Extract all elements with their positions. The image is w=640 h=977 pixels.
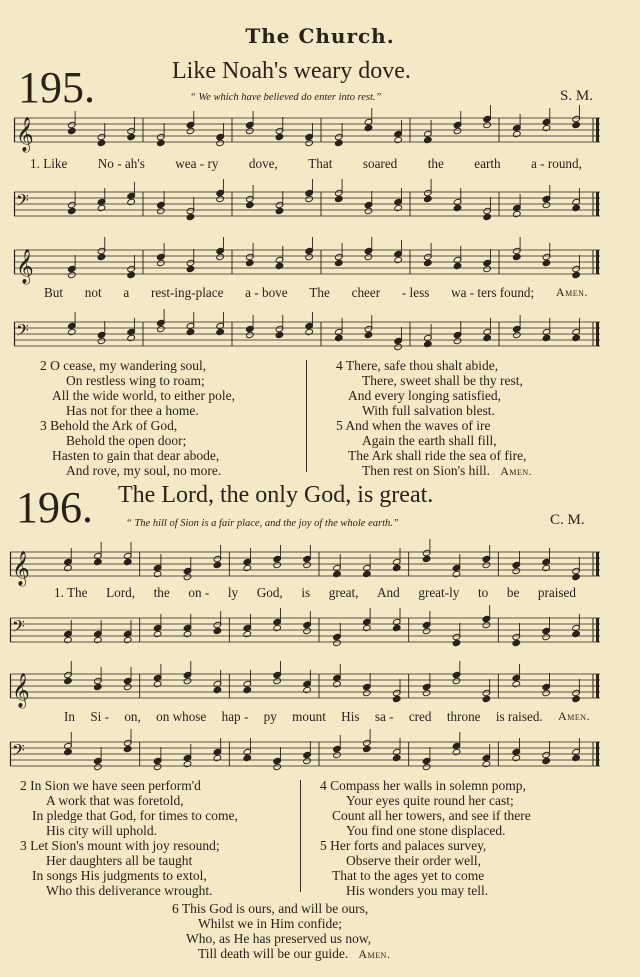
note-head: [153, 763, 162, 770]
note-head: [453, 337, 462, 344]
lyric-syllable: cheer: [351, 285, 381, 300]
note-head: [243, 754, 252, 761]
verse-line: Your eyes quite round her cast;: [346, 793, 514, 808]
hymn-number: 196.: [16, 483, 93, 532]
lyric-syllable: That: [308, 156, 333, 171]
music-staff-bass: [10, 614, 600, 646]
note-head: [153, 680, 162, 687]
verse-line: Her daughters all be taught: [46, 853, 193, 868]
verse-line: The Ark shall ride the sea of fire,: [348, 448, 527, 463]
verse-line: In pledge that God, for times to come,: [32, 808, 238, 823]
note-head: [157, 259, 166, 266]
note-head: [513, 253, 522, 260]
final-verse-block: [172, 901, 390, 962]
note-head: [392, 754, 401, 761]
note-head: [305, 253, 314, 260]
note-head: [64, 748, 73, 755]
final-barline: [596, 674, 599, 698]
note-head: [333, 680, 342, 687]
note-head: [243, 564, 252, 571]
lyric-syllable: mount: [292, 709, 326, 724]
note-head: [335, 139, 344, 146]
lyric-syllable: a - round,: [531, 156, 582, 171]
lyric-syllable: hap -: [221, 709, 249, 724]
note-head: [392, 695, 401, 702]
column-divider: [300, 780, 301, 892]
final-barline: [596, 618, 599, 642]
note-head: [68, 328, 77, 335]
note-head: [542, 757, 551, 764]
note-head: [305, 195, 314, 202]
note-head: [127, 198, 136, 205]
note-head: [572, 695, 581, 702]
note-head: [246, 201, 255, 208]
note-head: [453, 127, 462, 134]
verse-line: 2 In Sion we have seen perform'd: [20, 778, 201, 793]
note-head: [364, 124, 373, 131]
hymn-epigraph: “ The hill of Sion is a fair place, and the joy of the whole earth.”: [126, 518, 399, 529]
verse-line: With full salvation blest.: [362, 403, 495, 418]
note-head: [394, 343, 403, 350]
note-head: [186, 213, 195, 220]
note-head: [422, 555, 431, 562]
note-head: [335, 334, 344, 341]
lyric-syllable: Si -: [90, 709, 109, 724]
note-head: [157, 139, 166, 146]
verse-block-left: [40, 358, 235, 478]
note-head: [335, 195, 344, 202]
verse-line: Who, as He has preserved us now,: [186, 931, 372, 946]
column-divider: [306, 360, 307, 472]
treble-clef-icon: 𝄞: [12, 551, 30, 586]
verse-line: You find one stone displaced.: [346, 823, 506, 838]
note-head: [394, 136, 403, 143]
lyric-syllable: a - bove: [245, 285, 288, 300]
note-head: [572, 334, 581, 341]
note-head: [392, 564, 401, 571]
note-head: [542, 124, 551, 131]
bass-clef-icon: 𝄢: [12, 740, 25, 764]
verse-block-right: [336, 358, 532, 479]
lyric-syllable: a: [123, 285, 130, 300]
note-head: [333, 570, 342, 577]
note-head: [64, 564, 73, 571]
verse-line: That to the ages yet to come: [332, 868, 485, 883]
final-barline: [596, 118, 599, 142]
note-head: [94, 683, 103, 690]
hymn-number: 195.: [18, 63, 95, 112]
note-head: [452, 748, 461, 755]
page-header-title: The Church.: [245, 24, 395, 48]
note-head: [364, 253, 373, 260]
lyric-syllable: ly: [227, 585, 239, 600]
verse-line: On restless wing to roam;: [66, 373, 205, 388]
note-head: [303, 757, 312, 764]
music-staff-treble: [14, 246, 600, 284]
note-head: [246, 331, 255, 338]
lyric-syllable: dove,: [248, 156, 278, 171]
note-head: [542, 334, 551, 341]
note-head: [483, 213, 492, 220]
lyrics-line: [44, 285, 588, 301]
lyric-syllable: rest-ing-place: [150, 285, 224, 300]
note-head: [335, 259, 344, 266]
music-staff-bass: [14, 318, 600, 350]
amen-label: Amen.: [358, 947, 391, 961]
lyric-syllable: on,: [124, 709, 141, 724]
final-barline: [596, 552, 599, 576]
verse-line: Has not for thee a home.: [66, 403, 199, 418]
note-head: [424, 136, 433, 143]
note-head: [482, 621, 491, 628]
treble-clef-icon: 𝄞: [16, 249, 34, 284]
lyric-syllable: - less: [401, 285, 430, 300]
note-head: [186, 127, 195, 134]
verse-line: 6 This God is ours, and will be ours,: [172, 901, 369, 916]
lyric-syllable: to: [477, 585, 489, 600]
lyric-syllable: Lord,: [106, 585, 135, 600]
note-head: [363, 689, 372, 696]
note-head: [127, 133, 136, 140]
verse-line: His city will uphold.: [46, 823, 157, 838]
lyric-syllable: cred: [408, 709, 432, 724]
note-head: [333, 639, 342, 646]
hymn-epigraph: “ We which have believed do enter into rest.”: [190, 92, 382, 103]
note-head: [127, 271, 136, 278]
note-head: [213, 561, 222, 568]
note-head: [94, 558, 103, 565]
note-head: [68, 207, 77, 214]
note-head: [424, 340, 433, 347]
lyric-syllable: not: [84, 285, 102, 300]
bass-clef-icon: 𝄢: [16, 190, 29, 214]
note-head: [273, 677, 282, 684]
note-head: [394, 204, 403, 211]
bass-clef-icon: 𝄢: [16, 320, 29, 344]
note-head: [424, 195, 433, 202]
verse-line: 5 Her forts and palaces survey,: [320, 838, 487, 853]
note-head: [183, 760, 192, 767]
treble-clef-icon: 𝄞: [16, 117, 34, 152]
verse-line: Till death will be our guide. Amen.: [198, 946, 391, 961]
note-head: [153, 630, 162, 637]
lyric-syllable: earth: [474, 156, 501, 171]
lyric-syllable: the: [153, 585, 170, 600]
note-head: [303, 627, 312, 634]
verse-line: Observe their order well,: [346, 853, 481, 868]
verse-line: 3 Behold the Ark of God,: [40, 418, 178, 433]
verse-line: There, sweet shall be thy rest,: [362, 373, 523, 388]
note-head: [572, 630, 581, 637]
lyric-syllable: In: [64, 709, 75, 724]
final-barline: [596, 322, 599, 346]
note-head: [482, 561, 491, 568]
verse-line: 4 There, safe thou shalt abide,: [336, 358, 499, 373]
verse-line: 5 And when the waves of ire: [336, 418, 491, 433]
note-head: [572, 204, 581, 211]
lyric-syllable: praised: [537, 585, 576, 600]
treble-clef-icon: 𝄞: [12, 673, 30, 708]
verse-line: Hasten to gain that dear abode,: [52, 448, 220, 463]
music-staff-treble: [10, 548, 600, 586]
note-head: [97, 253, 106, 260]
lyric-syllable: py: [263, 709, 277, 724]
verse-block-right: [320, 778, 531, 898]
verse-line: And every longing satisfied,: [348, 388, 501, 403]
verse-line: Whilst we in Him confide;: [198, 916, 342, 931]
note-head: [333, 751, 342, 758]
lyric-syllable: And: [377, 585, 400, 600]
lyric-syllable: is raised.: [495, 709, 543, 724]
note-head: [97, 204, 106, 211]
note-head: [68, 127, 77, 134]
note-head: [542, 564, 551, 571]
hymn-title: Like Noah's weary dove.: [172, 58, 411, 84]
music-staff-bass: [14, 188, 600, 220]
note-head: [123, 683, 132, 690]
lyric-syllable: 1. The: [54, 585, 88, 600]
verse-line: And rove, my soul, no more.: [66, 463, 222, 478]
note-head: [64, 677, 73, 684]
note-head: [542, 633, 551, 640]
note-head: [94, 763, 103, 770]
note-head: [273, 763, 282, 770]
note-head: [363, 745, 372, 752]
note-head: [68, 271, 77, 278]
note-head: [275, 262, 284, 269]
verse-line: 3 Let Sion's mount with joy resound;: [20, 838, 220, 853]
note-head: [452, 570, 461, 577]
note-head: [512, 639, 521, 646]
lyric-syllable: sa -: [374, 709, 394, 724]
note-head: [123, 745, 132, 752]
verse-line: His wonders you may tell.: [346, 883, 489, 898]
note-head: [216, 139, 225, 146]
note-head: [246, 127, 255, 134]
note-head: [542, 201, 551, 208]
note-head: [186, 265, 195, 272]
note-head: [452, 639, 461, 646]
lyrics-line: [54, 585, 576, 601]
note-head: [572, 121, 581, 128]
note-head: [392, 624, 401, 631]
lyric-syllable: the: [427, 156, 444, 171]
note-head: [216, 253, 225, 260]
note-head: [364, 331, 373, 338]
verse-line: All the wide world, to either pole,: [52, 388, 235, 403]
verse-line: Behold the open door;: [66, 433, 187, 448]
note-head: [483, 121, 492, 128]
note-head: [572, 271, 581, 278]
note-head: [513, 331, 522, 338]
note-head: [157, 207, 166, 214]
note-head: [275, 133, 284, 140]
verse-line: Then rest on Sion's hill. Amen.: [362, 463, 533, 478]
verse-line: Who this deliverance wrought.: [46, 883, 213, 898]
note-head: [482, 695, 491, 702]
note-head: [422, 689, 431, 696]
note-head: [273, 624, 282, 631]
note-head: [512, 567, 521, 574]
verse-line: 2 O cease, my wandering soul,: [40, 358, 207, 373]
note-head: [183, 573, 192, 580]
verse-line: Count all her towers, and see if there: [332, 808, 531, 823]
music-staff-treble: [14, 114, 600, 152]
lyric-syllable: No - ah's: [97, 156, 145, 171]
lyric-syllable: on -: [188, 585, 210, 600]
final-barline: [596, 742, 599, 766]
music-staff-treble: [10, 670, 600, 708]
verse-block-left: [20, 778, 238, 898]
note-head: [123, 636, 132, 643]
lyric-syllable: wea - ry: [175, 156, 219, 171]
note-head: [213, 627, 222, 634]
lyric-syllable: throne: [446, 709, 481, 724]
final-barline: [596, 192, 599, 216]
lyrics-line: [64, 709, 590, 725]
note-head: [424, 259, 433, 266]
amen-label: Amen.: [558, 709, 590, 723]
note-head: [94, 636, 103, 643]
note-head: [275, 207, 284, 214]
note-head: [453, 262, 462, 269]
lyric-syllable: soared: [362, 156, 398, 171]
note-head: [305, 328, 314, 335]
note-head: [246, 259, 255, 266]
note-head: [305, 139, 314, 146]
note-head: [303, 561, 312, 568]
lyric-syllable: The: [309, 285, 330, 300]
note-head: [453, 204, 462, 211]
note-head: [97, 139, 106, 146]
amen-label: Amen.: [555, 285, 588, 299]
note-head: [157, 325, 166, 332]
lyric-syllable: great,: [328, 585, 359, 600]
note-head: [512, 680, 521, 687]
note-head: [363, 570, 372, 577]
note-head: [572, 754, 581, 761]
lyric-syllable: 1. Like: [30, 156, 68, 171]
note-head: [213, 754, 222, 761]
note-head: [542, 259, 551, 266]
hymn-meter: S. M.: [560, 88, 593, 104]
amen-label: Amen.: [500, 464, 533, 478]
note-head: [364, 207, 373, 214]
lyric-syllable: God,: [256, 585, 283, 600]
note-head: [183, 677, 192, 684]
note-head: [97, 337, 106, 344]
note-head: [183, 630, 192, 637]
verse-line: In songs His judgments to extol,: [32, 868, 207, 883]
note-head: [216, 328, 225, 335]
note-head: [303, 686, 312, 693]
lyric-syllable: great-ly: [418, 585, 460, 600]
verse-line: A work that was foretold,: [46, 793, 184, 808]
note-head: [127, 334, 136, 341]
lyric-syllable: is: [301, 585, 311, 600]
lyric-syllable: His: [341, 709, 360, 724]
note-head: [513, 210, 522, 217]
note-head: [512, 754, 521, 761]
note-head: [483, 334, 492, 341]
verse-line: 4 Compass her walls in solemn pomp,: [320, 778, 526, 793]
note-head: [542, 689, 551, 696]
note-head: [422, 763, 431, 770]
note-head: [186, 328, 195, 335]
note-head: [243, 686, 252, 693]
hymn-meter: C. M.: [550, 512, 585, 528]
note-head: [422, 627, 431, 634]
note-head: [275, 331, 284, 338]
note-head: [153, 570, 162, 577]
note-head: [123, 558, 132, 565]
bass-clef-icon: 𝄢: [12, 616, 25, 640]
note-head: [483, 265, 492, 272]
note-head: [394, 256, 403, 263]
hymn-title: The Lord, the only God, is great.: [118, 482, 434, 508]
note-head: [513, 130, 522, 137]
verse-line: Again the earth shall fill,: [362, 433, 497, 448]
music-staff-bass: [10, 738, 600, 770]
final-barline: [596, 250, 599, 274]
lyric-syllable: wa - ters found;: [451, 285, 535, 300]
lyrics-line: [30, 156, 582, 172]
lyric-syllable: But: [44, 285, 64, 300]
lyric-syllable: on whose: [156, 709, 207, 724]
note-head: [452, 677, 461, 684]
note-head: [64, 636, 73, 643]
note-head: [243, 630, 252, 637]
lyric-syllable: be: [506, 585, 520, 600]
note-head: [273, 561, 282, 568]
note-head: [213, 686, 222, 693]
note-head: [216, 195, 225, 202]
note-head: [482, 760, 491, 767]
note-head: [363, 624, 372, 631]
note-head: [572, 573, 581, 580]
